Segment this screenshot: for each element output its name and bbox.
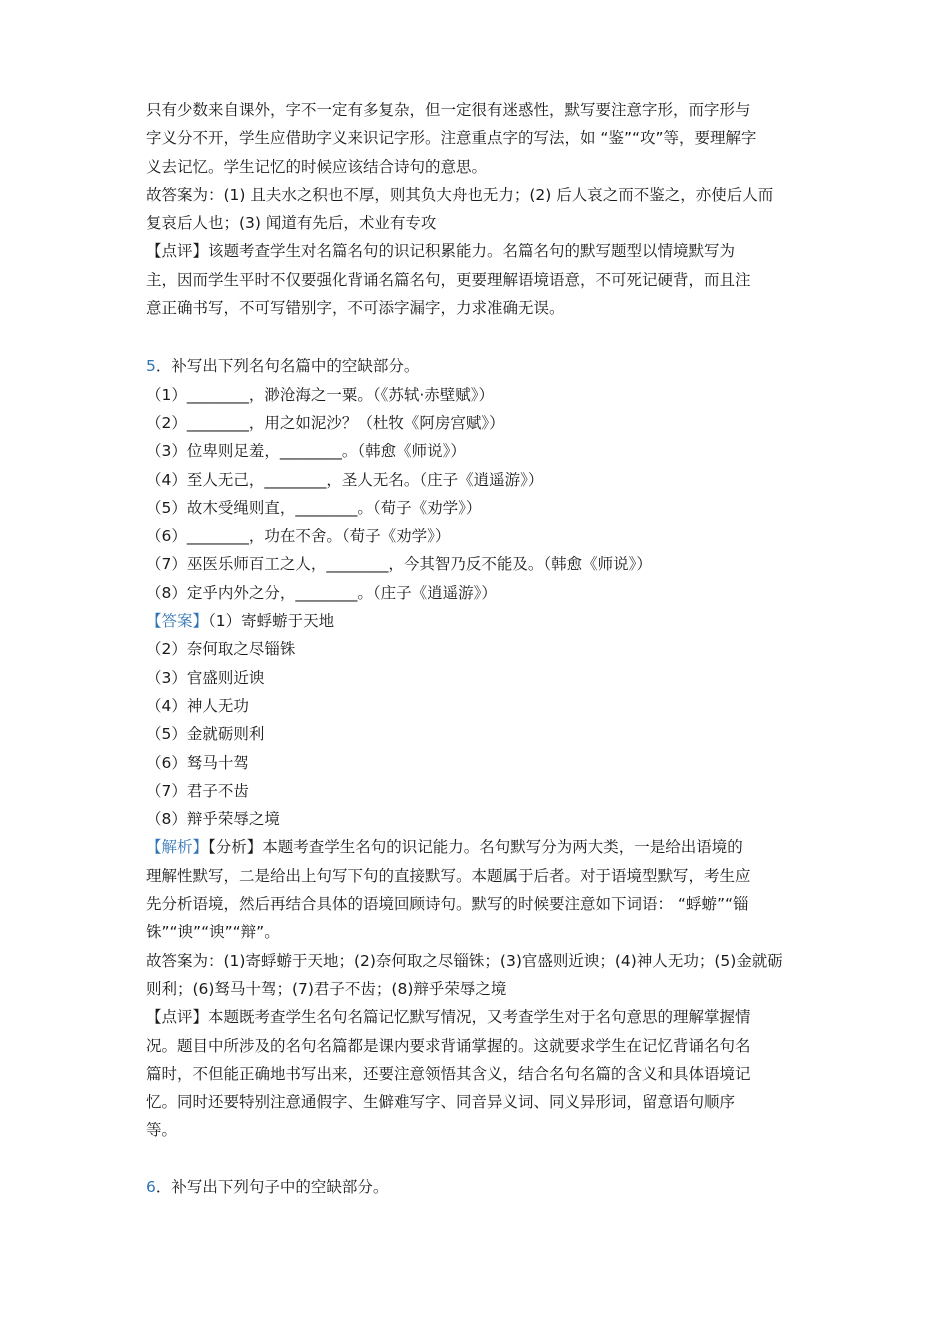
question-item: （8）定乎内外之分，________。（庄子《逍遥游》） (146, 583, 497, 602)
review-text: 该题考查学生对名篇名句的识记积累能力。名篇名句的默写题型以情境默写为 (208, 242, 736, 261)
document-page (146, 96, 812, 1201)
answer-item: （8）辩乎荣辱之境 (146, 810, 280, 829)
answer-item: （5）金就砺则利 (146, 725, 265, 744)
answer-item: （1）寄蜉蝣于天地 (208, 612, 335, 631)
answer-item: （6）驽马十驾 (146, 753, 249, 772)
question-5-heading (146, 352, 812, 380)
question-prompt: ．补写出下列名句名篇中的空缺部分。 (155, 357, 420, 376)
question-6-heading (146, 1173, 812, 1201)
answer-label: 【答案】 (146, 612, 209, 631)
analysis-line: 先分析语境，然后再结合具体的语境回顾诗句。默写的时候要注意如下词语： “蜉蝣”“锱 (146, 895, 749, 914)
question-item: （6）________，功在不舍。（荀子《劝学》） (146, 527, 451, 546)
answer-paragraph (146, 607, 812, 635)
question-item: （1）________，渺沧海之一粟。（《苏轼·赤壁赋》） (146, 385, 495, 404)
analysis-answer-line: 故答案为：(1)寄蜉蝣于天地；(2)奈何取之尽锱铢；(3)官盛则近谀；(4)神人无功；(5)金就砺 (146, 951, 783, 970)
analysis-line: 铢”“谀”“谀”“辩”。 (146, 923, 280, 942)
analysis-text: 【分析】本题考查学生名句的识记能力。名句默写分为两大类，一是给出语境的 (208, 838, 743, 857)
question-item: （5）故木受绳则直，________。（荀子《劝学》） (146, 498, 482, 517)
review-label: 【点评】 (146, 242, 209, 261)
spacer (146, 1145, 812, 1173)
review-paragraph (146, 1003, 812, 1031)
analysis-label: 【解析】 (146, 838, 209, 857)
intro-answer-line: 故答案为：(1) 且夫水之积也不厚，则其负大舟也无力；(2) 后人哀之而不鉴之，亦使后人而 (146, 185, 774, 204)
analysis-line: 理解性默写，二是给出上句写下句的直接默写。本题属于后者。对于语境型默写，考生应 (146, 866, 751, 885)
question-item: （3）位卑则足羞，________。（韩愈《师说》） (146, 442, 466, 461)
intro-line: 义去记忆。学生记忆的时候应该结合诗句的意思。 (146, 157, 488, 176)
intro-line: 只有少数来自课外，字不一定有多复杂，但一定很有迷惑性，默写要注意字形，而字形与 (146, 101, 751, 119)
answer-item: （4）神人无功 (146, 696, 249, 715)
intro-answer-line: 复哀后人也；(3) 闻道有先后，术业有专攻 (146, 214, 437, 233)
question-prompt: ．补写出下列句子中的空缺部分。 (155, 1177, 389, 1196)
analysis-paragraph (146, 833, 812, 861)
review-text: 本题既考查学生名句名篇记忆默写情况，又考查学生对于名句意思的理解掌握情 (208, 1008, 751, 1027)
review-line: 篇时，不但能正确地书写出来，还要注意领悟其含义，结合名句名篇的含义和具体语境记 (146, 1064, 751, 1083)
review-line: 等。 (146, 1121, 178, 1140)
answer-item: （7）君子不齿 (146, 781, 249, 800)
analysis-answer-line: 则利；(6)驽马十驾；(7)君子不齿；(8)辩乎荣辱之境 (146, 979, 507, 998)
question-item: （2）________，用之如泥沙？（杜牧《阿房宫赋》） (146, 413, 505, 432)
review-line: 忆。同时还要特别注意通假字、生僻难写字、同音异义词、同义异形词，留意语句顺序 (146, 1093, 736, 1112)
question-item: （7）巫医乐师百工之人，________，今其智乃反不能及。（韩愈《师说》） (146, 555, 652, 574)
review-label: 【点评】 (146, 1008, 209, 1027)
review-line: 况。题目中所涉及的名句名篇都是课内要求背诵掌握的。这就要求学生在记忆背诵名句名 (146, 1036, 751, 1055)
review-paragraph (146, 237, 812, 265)
question-number: 6 (146, 1177, 156, 1196)
review-line: 意正确书写，不可写错别字，不可添字漏字，力求准确无误。 (146, 299, 565, 318)
review-line: 主，因而学生平时不仅要强化背诵名篇名句，更要理解语境语意，不可死记硬背，而且注 (146, 270, 751, 289)
answer-item: （2）奈何取之尽锱铢 (146, 640, 296, 659)
question-number: 5 (146, 357, 156, 376)
question-item: （4）至人无己，________，圣人无名。（庄子《逍遥游》） (146, 470, 544, 489)
intro-line: 字义分不开，学生应借助字义来识记字形。注意重点字的写法，如 “鉴”“攻”等，要理解字 (146, 129, 757, 148)
answer-item: （3）官盛则近谀 (146, 668, 265, 687)
spacer (146, 322, 812, 352)
